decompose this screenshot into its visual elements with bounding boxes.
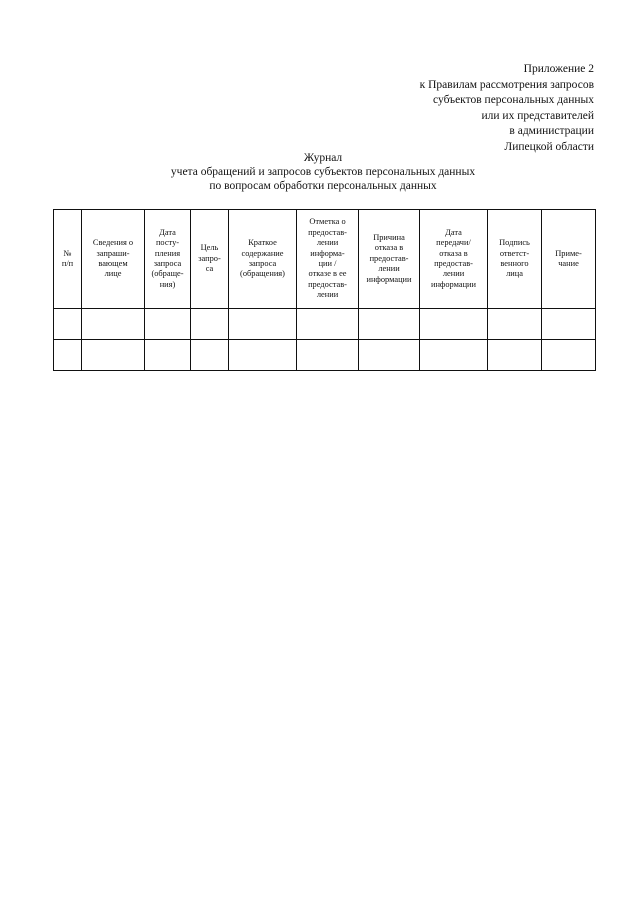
table-cell: [82, 340, 145, 371]
table-cell: [229, 309, 297, 340]
header-cell-provision-mark: Отметка о предостав- лении информа- ции / отказе в ее предостав- лении: [297, 210, 359, 309]
table-cell: [54, 309, 82, 340]
appendix-line: в администрации: [509, 125, 594, 138]
appendix-line: субъектов персональных данных: [433, 94, 594, 107]
header-cell-number: № п/п: [54, 210, 82, 309]
appendix-block: [420, 62, 594, 156]
header-cell-receipt-date: Дата посту- пления запроса (обраще- ния): [145, 210, 191, 309]
title-heading: Журнал: [303, 152, 343, 164]
table-row: [54, 309, 596, 340]
header-cell-summary: Краткое содержание запроса (обращения): [229, 210, 297, 309]
table-row: [54, 340, 596, 371]
table-cell: [191, 309, 229, 340]
table-cell: [145, 340, 191, 371]
table-cell: [229, 340, 297, 371]
header-cell-note: Приме- чание: [542, 210, 596, 309]
table-cell: [359, 340, 420, 371]
title-subtitle: по вопросам обработки персональных данных: [209, 180, 437, 192]
header-cell-transfer-date: Дата передачи/ отказа в предостав- лении информации: [420, 210, 488, 309]
title-subtitle: учета обращений и запросов субъектов персональных данных: [170, 166, 476, 178]
appendix-line: Приложение 2: [523, 63, 594, 75]
table-cell: [542, 340, 596, 371]
appendix-line: или их представителей: [481, 109, 594, 122]
journal-table: [53, 209, 596, 371]
header-cell-purpose: Цель запро- са: [191, 210, 229, 309]
table-cell: [420, 309, 488, 340]
table-cell: [488, 340, 542, 371]
table-cell: [82, 309, 145, 340]
table-cell: [542, 309, 596, 340]
appendix-line: к Правилам рассмотрения запросов: [419, 78, 594, 91]
header-cell-requester-info: Сведения о запраши- вающем лице: [82, 210, 145, 309]
table-cell: [488, 309, 542, 340]
header-cell-signature: Подпись ответст- венного лица: [488, 210, 542, 309]
table-cell: [297, 340, 359, 371]
table-cell: [54, 340, 82, 371]
table-cell: [420, 340, 488, 371]
table-cell: [297, 309, 359, 340]
header-cell-refusal-reason: Причина отказа в предостав- лении информации: [359, 210, 420, 309]
table-cell: [359, 309, 420, 340]
appendix-line: Липецкой области: [504, 140, 594, 153]
header-row: [54, 210, 596, 309]
document-title: [0, 151, 640, 193]
table-cell: [145, 309, 191, 340]
table-cell: [191, 340, 229, 371]
